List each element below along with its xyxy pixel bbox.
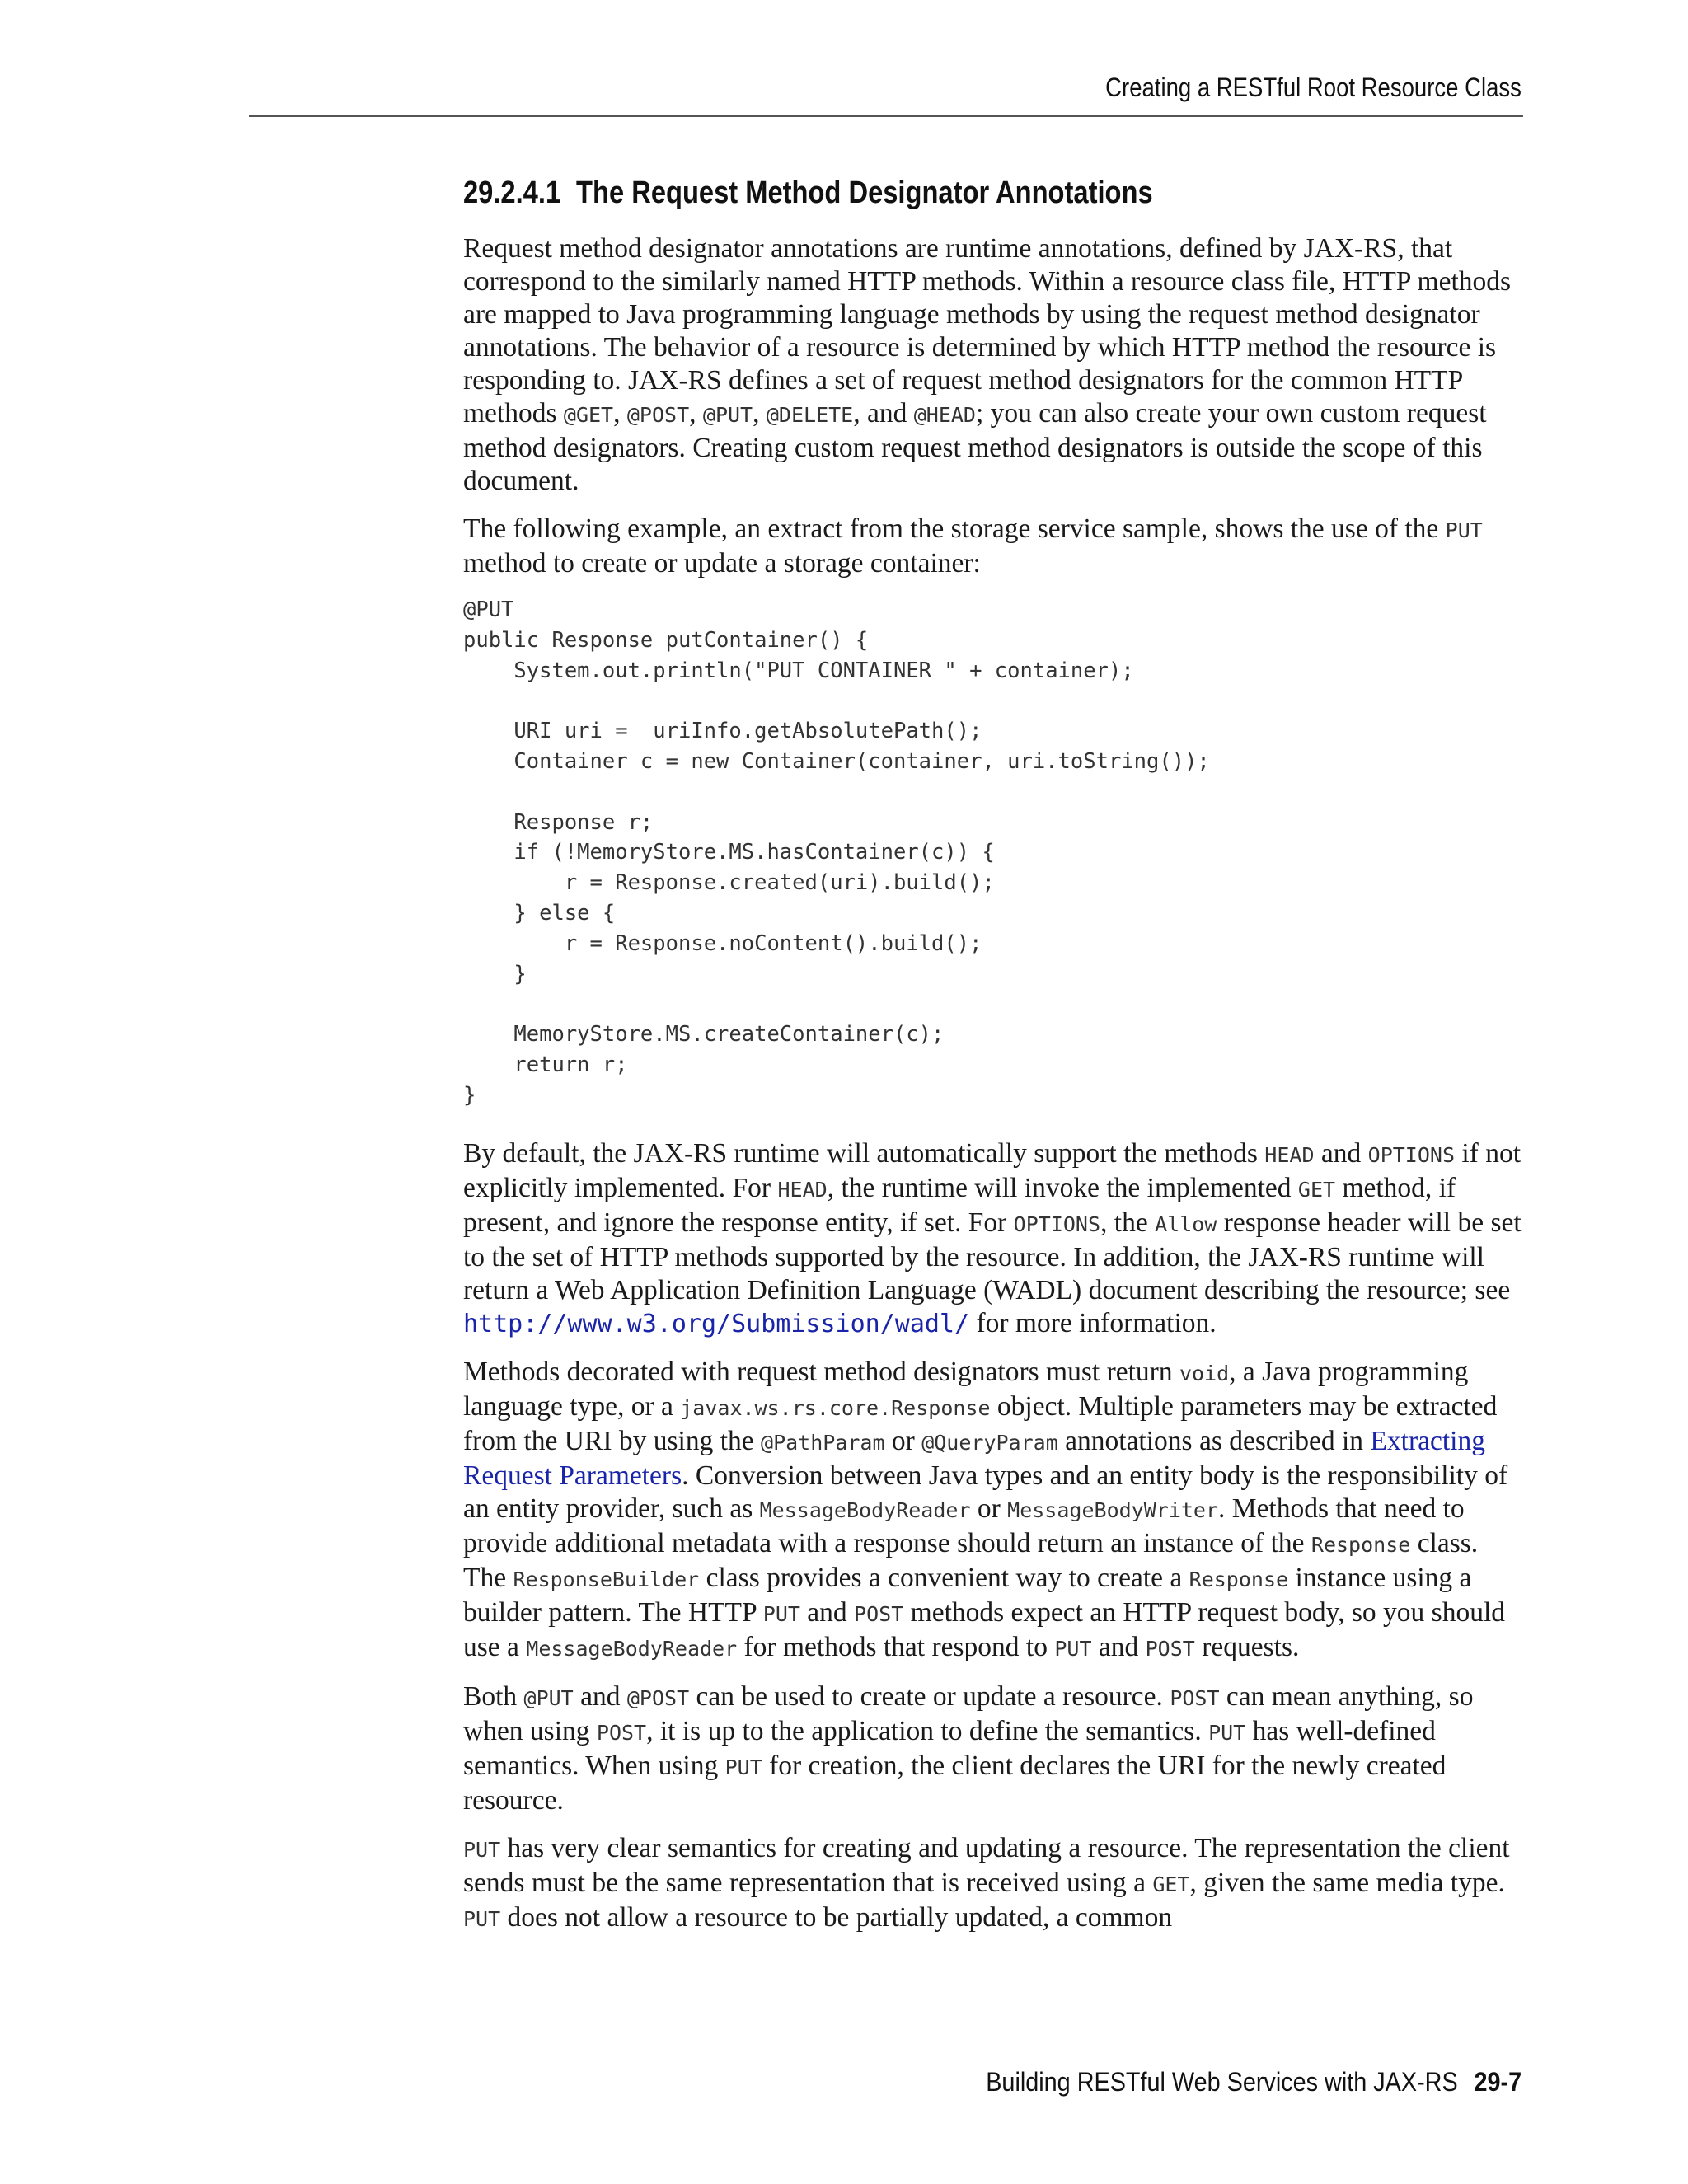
paragraph-return-types — [463, 1356, 1523, 1666]
inline-code: GET — [1297, 1177, 1336, 1202]
paragraph-intro — [463, 232, 1523, 498]
text: does not allow a resource to be partially updated, a common — [500, 1901, 1173, 1933]
section-heading — [463, 168, 1375, 218]
inline-code: POST — [596, 1720, 647, 1745]
inline-code: Allow — [1155, 1212, 1217, 1236]
text: . Conversion between Java types and an entity body is the responsibility of an entity provider, such as — [463, 1460, 1508, 1524]
paragraph-put-semantics — [463, 1832, 1523, 1936]
section-title: The Request Method Designator Annotations — [576, 176, 1153, 210]
text: instance using a builder pattern. The HTTP — [463, 1562, 1472, 1628]
text: . Methods that need to provide additional metadata with a response should return an instance of the — [463, 1493, 1465, 1558]
inline-code: OPTIONS — [1367, 1142, 1455, 1167]
inline-code: @POST — [626, 403, 690, 427]
text: or — [970, 1493, 1008, 1524]
text: can be used to create or update a resource. — [689, 1680, 1170, 1712]
text: and — [799, 1596, 855, 1628]
code-example: @PUT public Response putContainer() { System.out.println("PUT CONTAINER " + container); URI uri = uriInfo.getAbsolutePath(); Container c = new Container(container, uri.toString()); Response r; if (!MemoryStore.MS.hasContainer(c)) { r = Response.created(uri).build(); } else { r = Response.noContent().build(); } MemoryStore.MS.createContainer(c); return r; } — [463, 598, 1210, 1108]
text: Methods decorated with request method designators must return — [463, 1356, 1179, 1387]
text: , given the same media type. — [1189, 1867, 1505, 1898]
inline-code: @QueryParam — [921, 1430, 1058, 1455]
text: , — [613, 398, 627, 429]
inline-code: OPTIONS — [1013, 1212, 1101, 1236]
text: method to create or update a storage container: — [463, 548, 981, 579]
inline-code: @HEAD — [913, 403, 976, 427]
inline-code: PUT — [463, 1906, 501, 1931]
inline-code: javax.ws.rs.core.Response — [680, 1395, 991, 1420]
text: response header will be set to the set of HTTP methods supported by the resource. In addition, the JAX-RS runtime will return a Web Application Definition Language (WADL) document describing the resource; see — [463, 1207, 1522, 1305]
text: ; you can also create your own custom request method designators. Creating custom request method designators is outside the scope of this document. — [463, 398, 1487, 496]
text: method, if present, and ignore the response entity, if set. For — [463, 1172, 1456, 1238]
inline-code: @PathParam — [761, 1430, 885, 1455]
inline-code: ResponseBuilder — [513, 1567, 700, 1591]
text: can mean anything, so when using — [463, 1680, 1474, 1746]
inline-code: MessageBodyReader — [526, 1636, 738, 1661]
inline-code: PUT — [1054, 1636, 1092, 1661]
text: for creation, the client declares the URI for the newly created resource. — [463, 1750, 1447, 1816]
inline-code: @PUT — [702, 403, 753, 427]
text: for more information. — [969, 1307, 1217, 1338]
inline-code: GET — [1152, 1872, 1190, 1896]
text: The following example, an extract from the storage service sample, shows the use of the — [463, 513, 1446, 544]
text: Both — [463, 1680, 524, 1712]
text: requests. — [1194, 1631, 1300, 1662]
text: for methods that respond to — [737, 1631, 1055, 1662]
text: and — [1314, 1137, 1368, 1169]
link-text[interactable]: http://www.w3.org/Submission/wadl/ — [463, 1309, 970, 1338]
section-number: 29.2.4.1 — [463, 176, 561, 210]
inline-code: POST — [854, 1601, 904, 1626]
inline-code: PUT — [1208, 1720, 1246, 1745]
text: class. The — [463, 1527, 1479, 1593]
inline-code: PUT — [762, 1601, 800, 1626]
text: has well-defined semantics. When using — [463, 1715, 1436, 1781]
inline-code: Response — [1189, 1567, 1289, 1591]
text: if not explicitly implemented. For — [463, 1137, 1522, 1203]
text: and — [1091, 1631, 1146, 1662]
inline-code: @GET — [563, 403, 614, 427]
running-footer — [986, 2067, 1522, 2097]
inline-code: PUT — [463, 1837, 501, 1862]
text: and — [573, 1680, 627, 1712]
paragraph-put-post — [463, 1680, 1523, 1817]
text: annotations as described in — [1057, 1425, 1371, 1456]
text: By default, the JAX-RS runtime will automatically support the methods — [463, 1137, 1265, 1169]
text: , and — [853, 398, 914, 429]
text: methods expect an HTTP request body, so you should use a — [463, 1596, 1506, 1662]
paragraph-example-intro — [463, 513, 1523, 580]
text: , it is up to the application to define the semantics. — [646, 1715, 1209, 1746]
text: Request method designator annotations are runtime annotations, defined by JAX-RS, that correspond to the similarly named HTTP methods. Within a resource class file, HTTP methods are mapped to Java programming language methods by using the request method designator annotations. The behavior of a resource is determined by which HTTP method the resource is responding to. JAX-RS defines a set of request method designators for the common HTTP methods — [463, 233, 1512, 429]
inline-code: MessageBodyWriter — [1007, 1497, 1219, 1522]
inline-code: POST — [1145, 1636, 1195, 1661]
text: , — [689, 398, 703, 429]
text: , a Java programming language type, or a — [463, 1356, 1469, 1422]
footer-title: Building RESTful Web Services with JAX-RS — [986, 2067, 1458, 2097]
page-content — [463, 168, 1523, 1951]
inline-code: @PUT — [523, 1685, 574, 1710]
text: or — [884, 1425, 922, 1456]
text: , — [753, 398, 767, 429]
inline-code: MessageBodyReader — [759, 1497, 971, 1522]
inline-code: HEAD — [777, 1177, 828, 1202]
text: , the — [1100, 1207, 1156, 1238]
running-header: Creating a RESTful Root Resource Class — [1105, 73, 1522, 102]
extracting-params-link[interactable]: Extracting Request Parameters — [463, 1425, 1485, 1491]
inline-code: PUT — [1445, 518, 1483, 542]
wadl-link[interactable] — [463, 1308, 969, 1338]
inline-code: void — [1179, 1361, 1230, 1385]
page-number: 29-7 — [1474, 2067, 1522, 2097]
paragraph-default-methods — [463, 1137, 1523, 1341]
text: has very clear semantics for creating and updating a resource. The representation the client sends must be the same representation that is received using a — [463, 1832, 1510, 1898]
inline-code: HEAD — [1264, 1142, 1315, 1167]
text: , the runtime will invoke the implemented — [827, 1172, 1298, 1203]
inline-code: POST — [1170, 1685, 1220, 1710]
text: class provides a convenient way to create a — [699, 1562, 1189, 1593]
header-rule — [249, 115, 1523, 117]
text: object. Multiple parameters may be extracted from the URI by using the — [463, 1390, 1498, 1456]
inline-code: PUT — [724, 1755, 762, 1779]
inline-code: Response — [1311, 1532, 1411, 1557]
inline-code: @DELETE — [766, 403, 854, 427]
inline-code: @POST — [626, 1685, 690, 1710]
